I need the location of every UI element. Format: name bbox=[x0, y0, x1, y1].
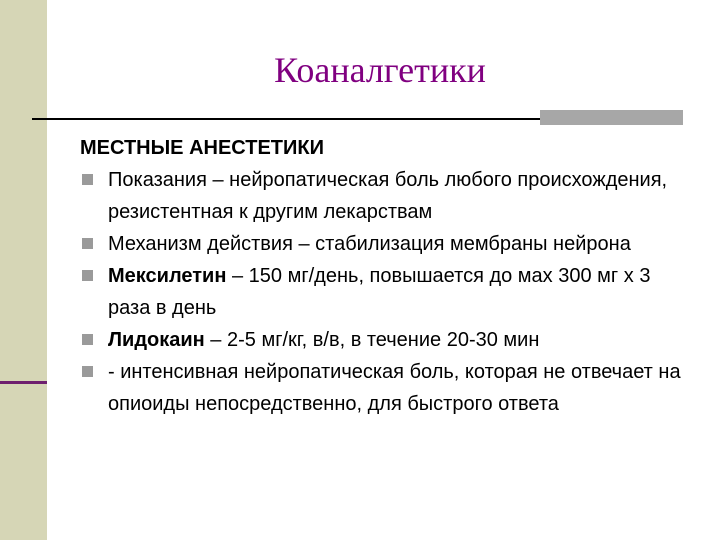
left-decorative-band bbox=[0, 0, 47, 540]
bullet-text: – 2-5 мг/кг, в/в, в течение 20-30 мин bbox=[204, 329, 540, 351]
left-accent-line bbox=[0, 381, 47, 384]
bullet-text: Показания – нейропатическая боль любого происхождения, резистентная к другим лекарствам bbox=[108, 169, 668, 223]
square-bullet-icon bbox=[82, 270, 93, 281]
bullet-list bbox=[80, 164, 690, 420]
square-bullet-icon bbox=[82, 174, 93, 185]
bullet-text: Механизм действия – стабилизация мембраны нейрона bbox=[108, 233, 631, 255]
square-bullet-icon bbox=[82, 334, 93, 345]
bullet-item bbox=[80, 324, 690, 356]
bullet-text: - интенсивная нейропатическая боль, которая не отвечает на опиоиды непосредственно, для быстрого ответа bbox=[108, 361, 681, 415]
title-divider-bar bbox=[540, 110, 683, 125]
section-heading: МЕСТНЫЕ АНЕСТЕТИКИ bbox=[80, 137, 324, 159]
bullet-text: – 150 мг/день, повышается до мах 300 мг х 3 раза в день bbox=[108, 265, 651, 319]
square-bullet-icon bbox=[82, 366, 93, 377]
bullet-item bbox=[80, 356, 690, 420]
bullet-item bbox=[80, 260, 690, 324]
drug-name: Мексилетин bbox=[108, 265, 227, 287]
drug-name: Лидокаин bbox=[108, 329, 205, 351]
slide-content bbox=[80, 132, 690, 420]
bullet-item bbox=[80, 228, 690, 260]
square-bullet-icon bbox=[82, 238, 93, 249]
slide-title: Коаналгетики bbox=[274, 50, 486, 90]
bullet-item bbox=[80, 164, 690, 228]
